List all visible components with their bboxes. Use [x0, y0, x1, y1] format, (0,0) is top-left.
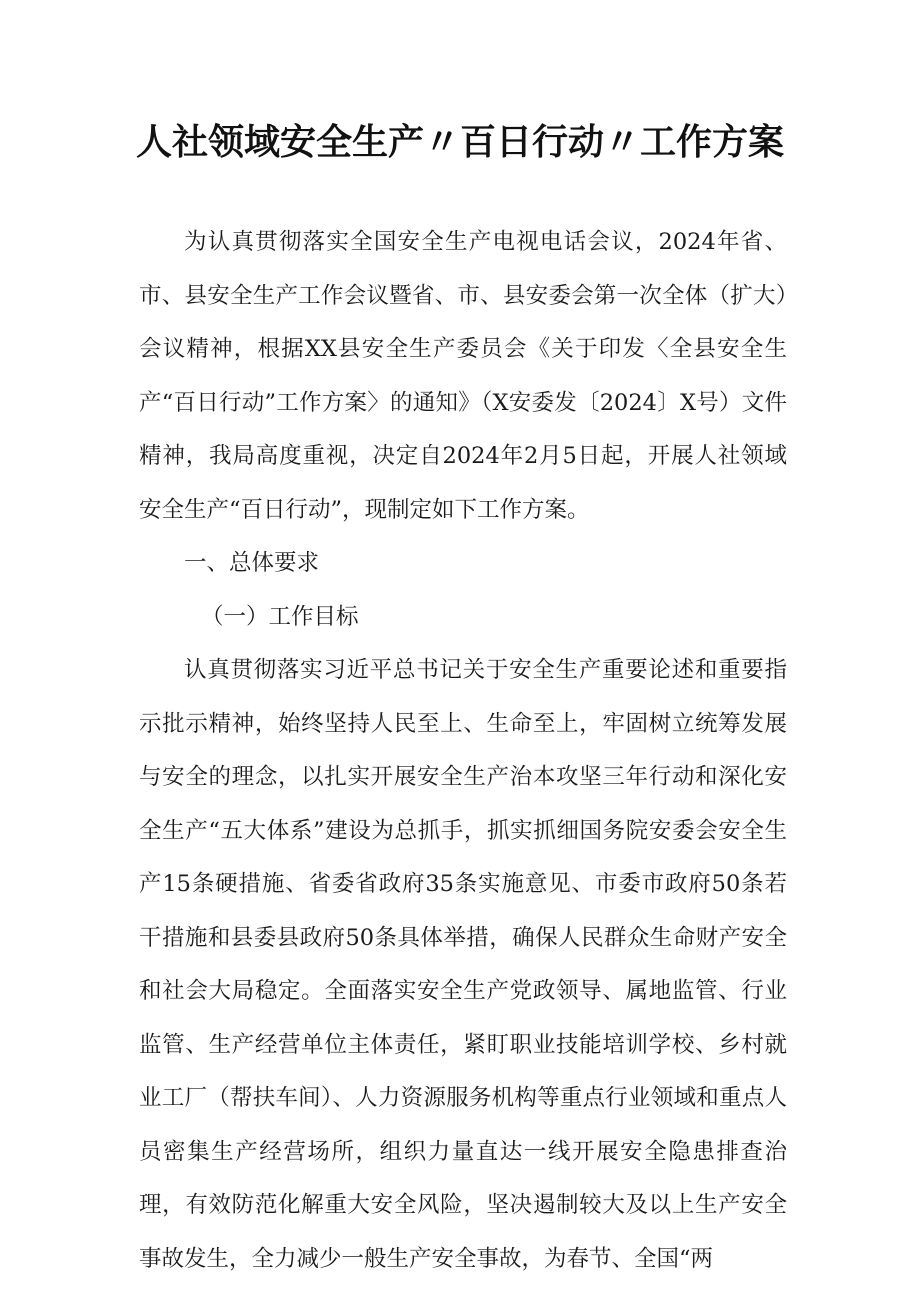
document-title: 人社领域安全生产〃百日行动〃工作方案 [135, 122, 784, 163]
document-body [139, 216, 787, 1286]
goal-paragraph: 认真贯彻落实习近平总书记关于安全生产重要论述和重要指示批示精神，始终坚持人民至上、生命至上，牢固树立统筹发展与安全的理念，以扎实开展安全生产治本攻坚三年行动和深化安全生产“五大体系”建设为总抓手，抓实抓细国务院安委会安全生产15条硬措施、省委省政府35条实施意见、市委市政府50条若干措施和县委县政府50条具体举措，确保人民群众生命财产安全和社会大局稳定。全面落实安全生产党政领导、属地监管、行业监管、生产经营单位主体责任，紧盯职业技能培训学校、乡村就业工厂（帮扶车间）、人力资源服务机构等重点行业领域和重点人员密集生产经营场所，组织力量直达一线开展安全隐患排查治理，有效防范化解重大安全风险，坚决遏制较大及以上生产安全事故发生，全力减少一般生产安全事故，为春节、全国“两 [139, 657, 787, 1272]
section-heading-general-requirements: 一、总体要求 [184, 550, 320, 576]
subsection-heading-work-goals: （一）工作目标 [201, 603, 359, 630]
intro-paragraph: 为认真贯彻落实全国安全生产电视电话会议，2024年省、市、县安全生产工作会议暨省、市、县安委会第一次全体（扩大）会议精神，根据XX县安全生产委员会《关于印发〈全县安全生产“百日行动”工作方案〉的通知》（X安委发〔2024〕X号）文件精神，我局高度重视，决定自2024年2月5日起，开展人社领域安全生产“百日行动”，现制定如下工作方案。 [139, 229, 787, 523]
